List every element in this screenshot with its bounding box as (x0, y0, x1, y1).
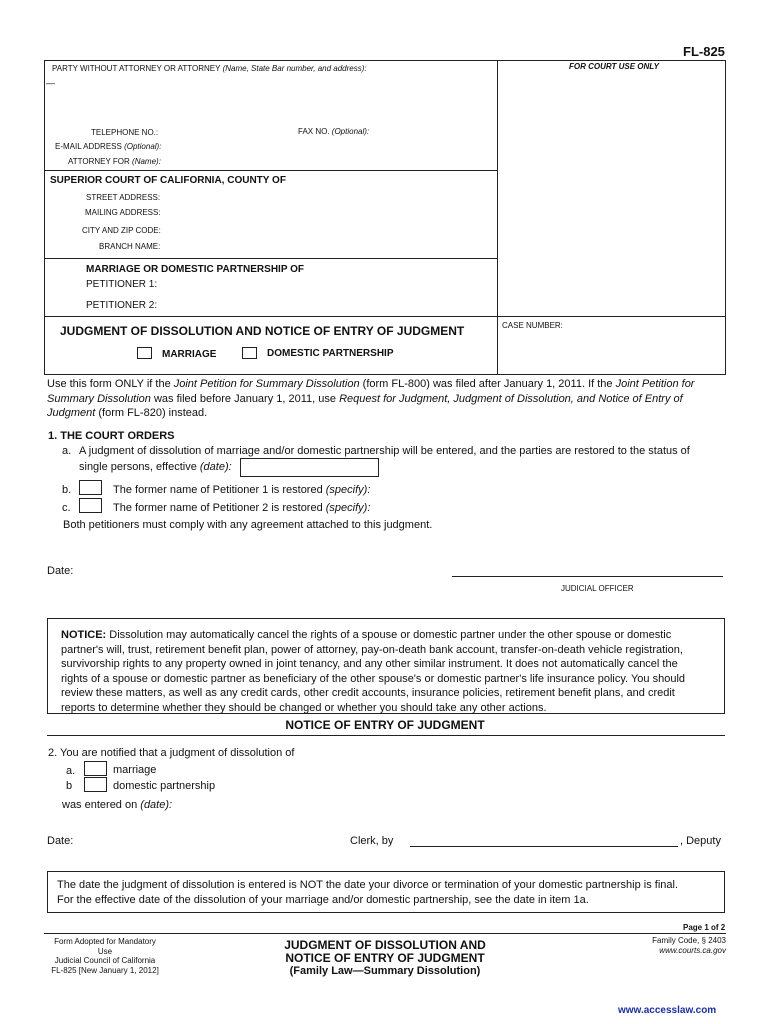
entered-on-row (62, 799, 172, 811)
item-1c-checkbox[interactable] (79, 498, 102, 513)
notice-line-5: review these matters, as well as any credit cards, other credit accounts, insurance policies, retirement benefit plans, and credit (61, 687, 675, 699)
court-bottom-line (44, 258, 497, 259)
petitioner1-label: PETITIONER 1: (86, 279, 158, 290)
street-address-label: STREET ADDRESS: (86, 193, 161, 202)
petitioner2-label: PETITIONER 2: (86, 300, 158, 311)
intro-form-name-1: Joint Petition for Summary Dissolution (173, 378, 360, 390)
date-label-2: Date: (47, 835, 74, 847)
comply-statement: Both petitioners must comply with any agreement attached to this judgment. (63, 519, 433, 531)
email-label: E-MAIL ADDRESS (55, 142, 122, 151)
telephone-label: TELEPHONE NO.: (91, 128, 159, 137)
parties-title: MARRIAGE OR DOMESTIC PARTNERSHIP OF (86, 264, 304, 275)
attorney-for-label: ATTORNEY FOR (68, 157, 130, 166)
item-1c-hint: (specify): (325, 502, 371, 514)
final-note-line-2: For the effective date of the dissolution of your marriage and/or domestic partnership, see the date in item 1a. (57, 893, 589, 906)
email-hint: (Optional): (124, 142, 162, 151)
document-title: JUDGMENT OF DISSOLUTION AND NOTICE OF ENTRY OF JUDGMENT (60, 324, 465, 338)
attorney-name-dash: — (46, 78, 55, 88)
entered-on-text: was entered on (62, 799, 141, 811)
item-1a-date-hint: (date): (199, 461, 232, 473)
final-note-text (57, 878, 721, 907)
court-title: SUPERIOR COURT OF CALIFORNIA, COUNTY OF (50, 175, 286, 186)
code-block (600, 936, 726, 956)
marriage-checkbox[interactable] (137, 347, 152, 359)
intro-text-7: (form FL-820) instead. (95, 407, 208, 419)
intro-text-1: Use this form ONLY if the (47, 378, 174, 390)
entry-marriage-checkbox[interactable] (84, 761, 107, 776)
header-left-border (44, 60, 45, 375)
domestic-partnership-option-label: DOMESTIC PARTNERSHIP (267, 348, 394, 359)
fax-hint: (Optional): (331, 127, 370, 136)
intro-text-5: was filed before January 1, 2011, use (150, 392, 340, 405)
mailing-address-label: MAILING ADDRESS: (85, 208, 161, 217)
notice-line-3: survivorship rights to any property owned in joint tenancy, and any other similar instrument. It does not automatically cancel the (61, 658, 678, 670)
item-1a-letter: a. (62, 445, 72, 457)
entry-heading-underline (47, 735, 725, 736)
adopted-block (47, 937, 163, 975)
accesslaw-link[interactable]: www.accesslaw.com (618, 1005, 717, 1016)
item-1a-text: A judgment of dissolution of marriage and/or domestic partnership will be entered, and the parties are restored to the status of (79, 445, 690, 457)
item-1b-hint: (specify): (325, 484, 371, 496)
party-hint: (Name, State Bar number, and address): (222, 64, 367, 73)
entry-b-letter: b (66, 780, 73, 792)
domestic-partnership-checkbox[interactable] (242, 347, 257, 359)
notice-line-6: reports to determine whether they should be changed or whether you should take any other actions. (61, 701, 547, 714)
header-top-line (44, 60, 726, 61)
item-1a-line2 (79, 461, 232, 473)
courts-website[interactable]: www.courts.ca.gov (659, 946, 726, 955)
parties-bottom-line (44, 316, 726, 317)
deputy-label: , Deputy (680, 835, 721, 847)
section1-heading: 1. THE COURT ORDERS (48, 430, 175, 442)
court-use-divider (497, 60, 498, 375)
attorney-bottom-line (44, 170, 497, 171)
entry-intro: 2. You are notified that a judgment of dissolution of (48, 747, 295, 759)
court-use-label: FOR COURT USE ONLY (569, 62, 659, 71)
notice-line-1: Dissolution may automatically cancel the rights of a spouse or domestic partner under the other spouse or domestic (109, 629, 672, 641)
clerk-signature-line[interactable] (410, 846, 678, 847)
attorney-for-hint: (Name): (132, 157, 161, 166)
footer-divider (44, 933, 726, 934)
intro-form-name-2: Joint Petition for Summary Dissolution (47, 378, 695, 405)
adopted-line-1: Form Adopted for Mandatory Use (54, 937, 156, 956)
footer-title-3: (Family Law—Summary Dissolution) (289, 965, 481, 977)
clerk-label: Clerk, by (350, 835, 394, 847)
item-1b-row (113, 484, 370, 496)
entry-domestic-label: domestic partnership (113, 780, 216, 792)
fax-label-row (298, 127, 369, 136)
notice-line-2: partner's will, trust, retirement benefit plan, power of attorney, pay-on-death bank account, transfer-on-death vehicle registration, (61, 643, 683, 656)
footer-title-block (240, 939, 530, 978)
notice-text (61, 628, 721, 715)
final-note-line-1: The date the judgment of dissolution is entered is NOT the date your divorce or termination of your domestic partnership is final. (57, 879, 679, 891)
fax-label: FAX NO. (298, 127, 330, 136)
effective-date-field[interactable] (240, 458, 379, 477)
item-1c-text: The former name of Petitioner 2 is restored (113, 502, 326, 514)
footer-title-1: JUDGMENT OF DISSOLUTION AND (284, 938, 486, 952)
adopted-line-2: Judicial Council of California (54, 956, 156, 965)
entry-marriage-label: marriage (113, 764, 157, 776)
intro-form-name-3: Request for Judgment, Judgment of Dissolution, and Notice of Entry of Judgment (47, 392, 683, 419)
header-right-border (725, 60, 726, 375)
entry-domestic-checkbox[interactable] (84, 777, 107, 792)
item-1b-checkbox[interactable] (79, 480, 102, 495)
branch-name-label: BRANCH NAME: (99, 242, 161, 251)
case-number-label: CASE NUMBER: (502, 321, 563, 330)
form-number: FL-825 (683, 44, 725, 59)
adopted-line-3: FL-825 [New January 1, 2012] (51, 965, 159, 975)
item-1a-text2: single persons, effective (79, 461, 200, 473)
entry-heading: NOTICE OF ENTRY OF JUDGMENT (285, 718, 485, 732)
notice-line-4: rights of a spouse or domestic partner as beneficiary of the other spouse's or domestic partner's life insurance policy. You should (61, 672, 686, 685)
email-label-row (55, 142, 161, 151)
family-code: Family Code, § 2403 (652, 936, 726, 945)
marriage-option-label: MARRIAGE (162, 349, 217, 360)
party-label-row (52, 64, 367, 73)
intro-paragraph (47, 377, 723, 421)
item-1c-row (113, 502, 370, 514)
entry-a-letter: a. (66, 765, 76, 777)
notice-line-1-row (61, 628, 721, 643)
date-label-1: Date: (47, 565, 74, 577)
item-1c-letter: c. (62, 502, 71, 514)
judicial-officer-signature-line[interactable] (452, 576, 723, 577)
party-label: PARTY WITHOUT ATTORNEY OR ATTORNEY (52, 64, 221, 73)
judicial-officer-label: JUDICIAL OFFICER (561, 584, 634, 593)
header-bottom-line (44, 374, 726, 375)
intro-text-3: (form FL-800) was filed after January 1, 2011. If the (359, 378, 616, 390)
footer-title-2: NOTICE OF ENTRY OF JUDGMENT (285, 951, 485, 965)
notice-label: NOTICE: (61, 629, 107, 641)
attorney-for-row (68, 157, 161, 166)
city-zip-label: CITY AND ZIP CODE: (82, 226, 161, 235)
item-1b-text: The former name of Petitioner 1 is restored (113, 484, 326, 496)
entered-on-hint: (date): (140, 799, 173, 811)
page-number: Page 1 of 2 (683, 923, 726, 932)
item-1b-letter: b. (62, 484, 72, 496)
